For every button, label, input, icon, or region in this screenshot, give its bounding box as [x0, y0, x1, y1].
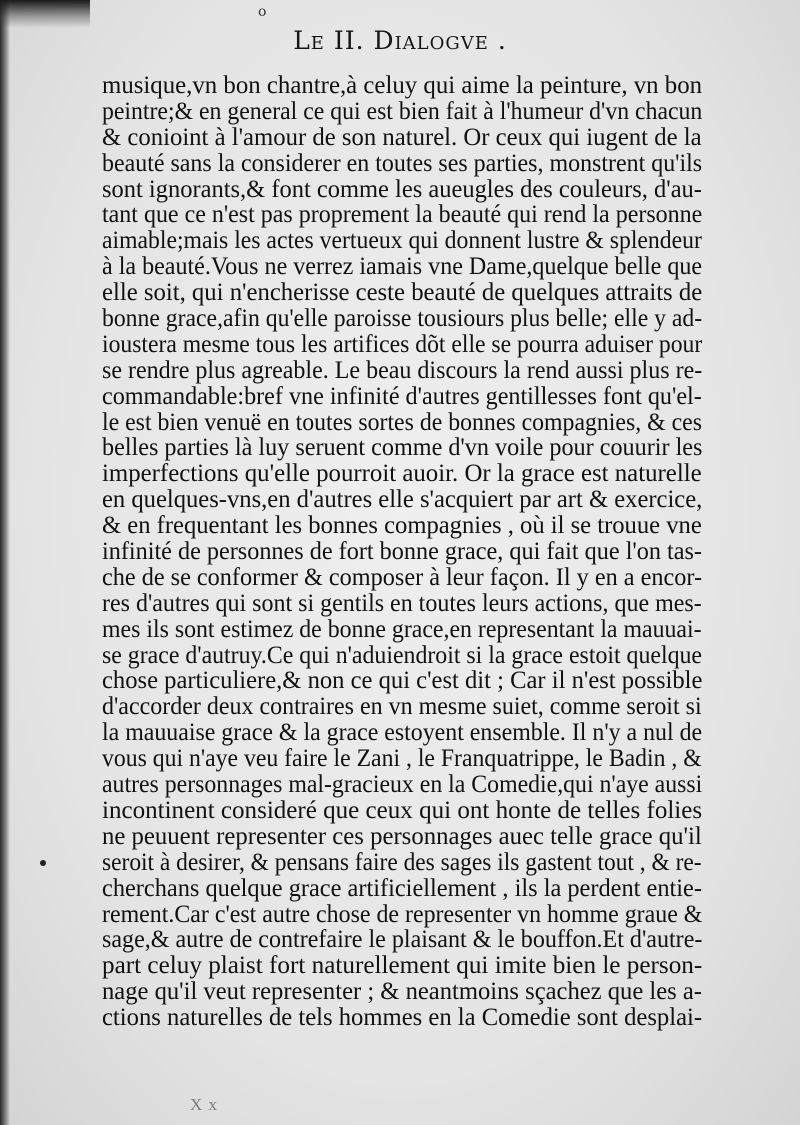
text-line: infinité de personnes de fort bonne grace, qui fait que l'on tas-	[102, 536, 703, 566]
text-line: ioustera mesme tous les artifices dõt elle se pourra aduiser pour	[102, 328, 703, 358]
signature-mark: X x	[190, 1095, 219, 1114]
text-line: sont ignorants,& font comme les aueugles des couleurs, d'au-	[102, 173, 702, 203]
text-line: cherchans quelque grace artificiellement , ils la perdent entie-	[102, 872, 702, 902]
text-line: à la beauté.Vous ne verrez iamais vne Dame,quelque belle que	[102, 251, 703, 281]
page-gutter-shadow	[0, 0, 10, 1125]
running-header	[0, 26, 800, 55]
text-line: beauté sans la considerer en toutes ses parties, monstrent qu'ils	[102, 147, 703, 177]
text-line: ne peuuent representer ces personnages auec telle grace qu'il	[102, 820, 702, 850]
text-line: autres personnages mal-gracieux en la Comedie,qui n'aye aussi	[102, 769, 703, 799]
text-line: vous qui n'aye veu faire le Zani , le Franquatrippe, le Badin , &	[102, 743, 702, 773]
text-line: le est bien venuë en toutes sortes de bonnes compagnies, & ces	[102, 406, 702, 436]
text-line: incontinent consideré que ceux qui ont honte de telles folies	[102, 794, 703, 824]
text-line: & en frequentant les bonnes compagnies , où il se trouue vne	[102, 510, 702, 540]
text-line: part celuy plaist fort naturellement qui imite bien le person-	[102, 950, 703, 980]
page-body-text	[102, 72, 702, 1030]
text-line: peintre;& en general ce qui est bien fait à l'humeur d'vn chacun	[102, 95, 703, 125]
text-line: la mauuaise grace & la grace estoyent ensemble. Il n'y a nul de	[102, 717, 703, 747]
text-line: nage qu'il veut representer ; & neantmoins sçachez que les a-	[102, 976, 702, 1006]
text-line: rement.Car c'est autre chose de representer vn homme graue &	[102, 898, 703, 928]
header-mark: o	[258, 4, 267, 20]
text-line: aimable;mais les actes vertueux qui donnent lustre & splendeur	[102, 225, 702, 255]
text-line: tant que ce n'est pas proprement la beauté qui rend la personne	[102, 199, 703, 229]
text-line: belles parties là luy seruent comme d'vn voile pour couurir les	[102, 432, 703, 462]
text-line: chose particuliere,& non ce qui c'est dit ; Car il n'est possible	[102, 665, 703, 695]
text-line: ctions naturelles de tels hommes en la Comedie sont desplai-	[102, 1002, 703, 1032]
text-line: d'accorder deux contraires en vn mesme suiet, comme seroit si	[102, 691, 702, 721]
text-line: en quelques-vns,en d'autres elle s'acquiert par art & exercice,	[102, 484, 703, 514]
text-line: musique,vn bon chantre,à celuy qui aime la peinture, vn bon	[102, 70, 703, 99]
text-line: sage,& autre de contrefaire le plaisant & le bouffon.Et d'autre-	[102, 924, 703, 954]
text-line: res d'autres qui sont si gentils en toutes leurs actions, que mes-	[102, 587, 702, 617]
text-line: se grace d'autruy.Ce qui n'aduiendroit si la grace estoit quelque	[102, 639, 702, 669]
running-header-text: Le II. Dialogve .	[293, 26, 507, 55]
text-line: bonne grace,afin qu'elle paroisse tousiours plus belle; elle y ad-	[102, 303, 703, 333]
ink-speck	[40, 860, 46, 866]
text-line: imperfections qu'elle pourroit auoir. Or la grace est naturelle	[102, 458, 702, 488]
page-corner-shadow	[0, 0, 90, 28]
text-line: seroit à desirer, & pensans faire des sages ils gastent tout , & re-	[102, 846, 702, 876]
text-line: commandable:bref vne infinité d'autres gentillesses font qu'el-	[102, 380, 702, 410]
text-line: & conioint à l'amour de son naturel. Or ceux qui iugent de la	[102, 121, 702, 151]
text-line: che de se conformer & composer à leur façon. Il y en a encor-	[102, 561, 703, 591]
text-line: elle soit, qui n'encherisse ceste beauté de quelques attraits de	[102, 277, 703, 307]
text-line: se rendre plus agreable. Le beau discours la rend aussi plus re-	[102, 354, 703, 384]
text-line: mes ils sont estimez de bonne grace,en representant la mauuai-	[102, 613, 702, 643]
